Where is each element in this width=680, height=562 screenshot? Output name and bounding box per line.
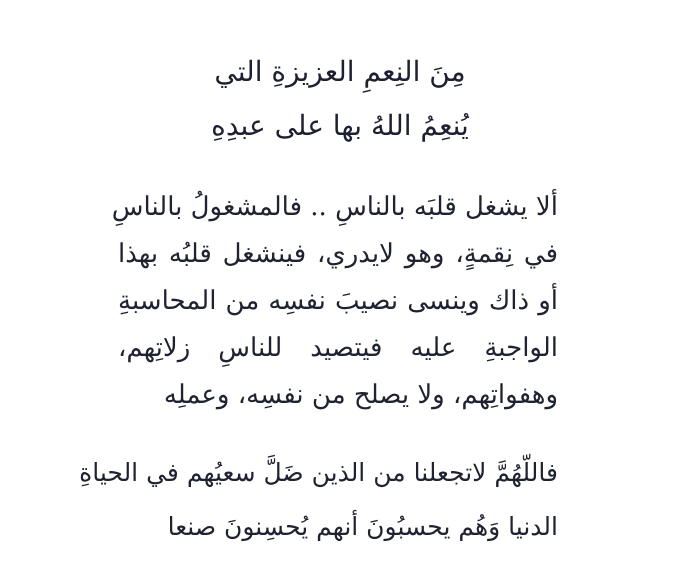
paragraph-2-line: فاللّهُمَّ لاتجعلنا من الذين ضَلَّ سعيُهم في الحياةِ — [79, 458, 558, 487]
paragraph-1-line: الواجبةِ عليه فيتصيد للناسِ زلاتِهم، — [118, 333, 558, 363]
title-line-2: يُنعِمُ اللهُ بها على عبدِهِ — [211, 109, 469, 142]
paragraph-1 — [111, 184, 558, 419]
paragraph-1-line: وهفواتِهم، ولا يصلح من نفسِه، وعملِه — [163, 380, 558, 410]
title-line-1: مِنَ النِعمِ العزيزةِ التي — [214, 55, 466, 88]
paragraph-2-line: الدنيا وَهُم يحسبُونَ أنهم يُحسِنونَ صنعا — [167, 512, 558, 541]
paragraph-1-line: في نِقمةٍ، وهو لايدري، فينشغل قلبُه بهذا — [118, 239, 558, 269]
paragraph-1-line: ألا يشغل قلبَه بالناسِ .. فالمشغولُ بالناسِ — [111, 192, 558, 222]
paragraph-2 — [79, 446, 558, 554]
paragraph-1-line: أو ذاك وينسى نصيبَ نفسِه من المحاسبةِ — [118, 286, 558, 316]
